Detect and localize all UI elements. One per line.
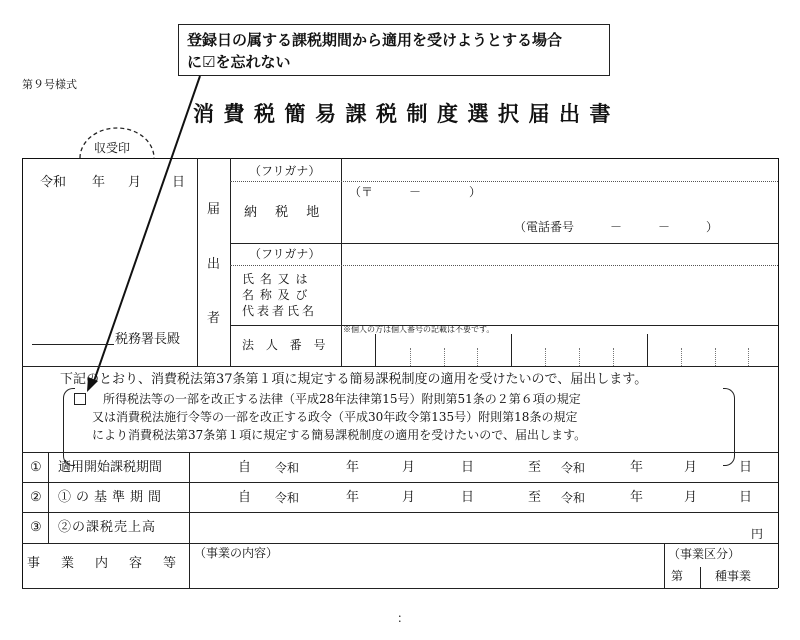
row-1-from: 自	[238, 460, 252, 475]
row-1-to: 至	[528, 460, 542, 475]
applicant-label-2: 出	[207, 257, 221, 272]
address-label: 納 税 地	[244, 205, 327, 220]
date-era: 令和	[40, 175, 67, 190]
business-label: 事業内容等	[27, 556, 198, 571]
form-number: 第９号様式	[22, 78, 77, 91]
name-label-line-2: 名 称 及 び	[242, 288, 309, 302]
business-category-suffix: 種事業	[715, 569, 752, 583]
page-title: 消費税簡易課税制度選択届出書	[193, 101, 620, 126]
row-2-number: ②	[30, 490, 42, 505]
declaration-text: 下記のとおり、消費税法第37条第１項に規定する簡易課税制度の適用を受けたいので、届出します。	[60, 372, 648, 387]
row-1-month-start: 月	[402, 460, 416, 475]
row-2-from: 自	[238, 490, 252, 505]
row-2-era-end: 令和	[561, 491, 586, 505]
row-2-month-end: 月	[684, 490, 698, 505]
row-2-month-start: 月	[402, 490, 416, 505]
row-2-label: ①の基準期間	[58, 490, 167, 505]
business-category-label: （事業区分）	[668, 547, 741, 561]
name-label-line-1: 氏 名 又 は	[242, 272, 309, 286]
row-1-label: 適用開始課税期間	[58, 460, 163, 475]
special-line-1: 所得税法等の一部を改正する法律（平成28年法律第15号）附則第51条の２第６項の規定	[103, 392, 581, 406]
table-top-border	[22, 158, 778, 159]
date-month: 月	[128, 175, 142, 190]
table-right-border	[778, 158, 779, 588]
row-2-era-start: 令和	[275, 491, 300, 505]
corp-number-note: ※個人の方は個人番号の記載は不要です。	[343, 325, 495, 334]
special-bracket-right	[723, 388, 735, 466]
row-3-unit: 円	[751, 527, 764, 541]
applicant-label-3: 者	[207, 311, 221, 326]
business-category-prefix: 第	[671, 569, 684, 583]
date-year: 年	[92, 175, 106, 190]
row-2-year-start: 年	[346, 490, 360, 505]
row-3-label: ②の課税売上高	[58, 520, 157, 535]
special-line-2: 又は消費税法施行令等の一部を改正する政令（平成30年政令第135号）附則第18条の規定	[92, 410, 578, 424]
row-1-era-end: 令和	[561, 461, 586, 475]
row-3-number: ③	[30, 520, 42, 535]
table-left-border	[22, 158, 23, 588]
furigana-label-name: （フリガナ）	[249, 247, 321, 261]
name-label-line-3: 代表者氏名	[242, 304, 318, 318]
reminder-line-2: に☑を忘れない	[187, 53, 291, 71]
row-1-era-start: 令和	[275, 461, 300, 475]
row-1-month-end: 月	[684, 460, 698, 475]
furigana-label-address: （フリガナ）	[249, 164, 321, 178]
phone-number-field[interactable]: （電話番号 － － ）	[514, 220, 719, 234]
row-1-year-end: 年	[630, 460, 644, 475]
row-1-day-start: 日	[461, 460, 475, 475]
special-line-3: により消費税法第37条第１項に規定する簡易課税制度の適用を受けたいので、届出します。	[92, 428, 587, 442]
date-day: 日	[172, 175, 186, 190]
reminder-line-1: 登録日の属する課税期間から適用を受けようとする場合	[187, 31, 563, 49]
row-2-year-end: 年	[630, 490, 644, 505]
corp-number-label: 法 人 番 号	[242, 338, 330, 352]
tax-office-label: 税務署長殿	[115, 332, 181, 347]
row-1-day-end: 日	[739, 460, 753, 475]
row-2-day-start: 日	[461, 490, 475, 505]
row-1-number: ①	[30, 460, 42, 475]
stamp-label: 収受印	[94, 141, 131, 155]
row-2-to: 至	[528, 490, 542, 505]
row-1-year-start: 年	[346, 460, 360, 475]
business-content-label: （事業の内容）	[194, 546, 279, 560]
row-2-day-end: 日	[739, 490, 753, 505]
footer-mark: ：	[397, 611, 410, 625]
applicant-label-1: 届	[207, 202, 221, 217]
special-provision-checkbox[interactable]	[74, 393, 86, 405]
postal-code-field[interactable]: （〒 － ）	[349, 185, 482, 199]
